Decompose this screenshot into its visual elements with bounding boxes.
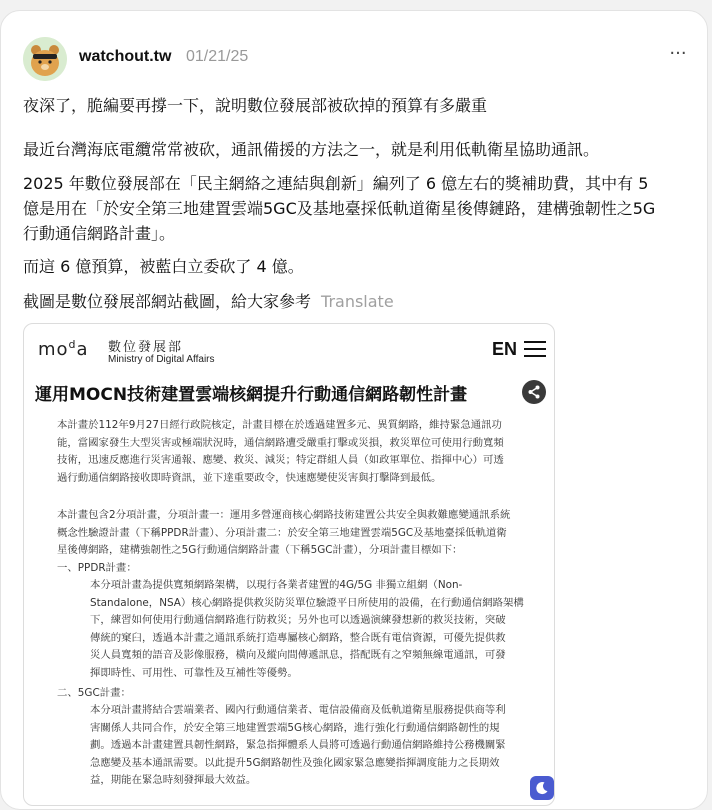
post-paragraph-5-text: 截圖是數位發展部網站截圖，給大家參考 bbox=[23, 292, 312, 311]
share-icon bbox=[522, 380, 546, 404]
doc-line: 概念性驗證計畫（下稱PPDR計畫）、分項計畫二：於安全第三地建置雲端5GC及基地臺採低軌道衛 bbox=[57, 526, 507, 539]
section-2-heading: 二、5GC計畫： bbox=[57, 687, 131, 699]
doc-line: 傳統的窠臼，透過本計畫之通訊系統打造專屬核心網路，整合既有電信資源，可優先提供救 bbox=[90, 631, 506, 644]
post-paragraph-4: 而這 6 億預算，被藍白立委砍了 4 億。 bbox=[23, 257, 304, 276]
org-name-zh: 數位發展部 bbox=[108, 340, 184, 355]
doc-line: 能，當國家發生大型災害或極端狀況時，通信網路遭受嚴重打擊或災損，救災單位可使用行動寬頻 bbox=[57, 436, 504, 449]
hamburger-menu-icon bbox=[524, 340, 546, 358]
translate-link[interactable]: Translate bbox=[321, 292, 394, 311]
doc-line: 急應變及基本通訊需要。以此提升5G網路韌性及強化國家緊急應變指揮調度能力之長期效 bbox=[90, 756, 500, 769]
more-options-button[interactable]: ··· bbox=[669, 43, 687, 64]
doc-line: 本分項計畫為提供寬頻網路架構，以現行各業者建置的4G/5G 非獨立組網（Non- bbox=[90, 579, 463, 591]
section-2-body bbox=[90, 702, 506, 790]
section-1-heading: 一、PPDR計畫： bbox=[57, 562, 137, 574]
post-header bbox=[23, 37, 693, 81]
language-toggle: EN bbox=[492, 339, 518, 359]
avatar[interactable] bbox=[23, 37, 67, 81]
post-paragraph-2: 最近台灣海底電纜常常被砍，通訊備援的方法之一，就是利用低軌衛星協助通訊。 bbox=[23, 140, 600, 159]
doc-line: 下，練習如何使用行動通信網路進行防救災；另外也可以透過演練發想新的救災技術，突破 bbox=[90, 614, 506, 626]
moda-logo-tail: a bbox=[76, 339, 89, 360]
moda-logo-text: mo bbox=[38, 339, 69, 360]
doc-line: 本計畫包含2分項計畫，分項計畫一：運用多營運商核心網路技術建置公共安全與救難應變通訊系統 bbox=[57, 509, 511, 521]
doc-line: Standalone，NSA）核心網路提供救災防災單位驗證平日所使用的設備，在行動通信網路架構 bbox=[90, 596, 524, 609]
doc-line: 本分項計畫將結合雲端業者、國內行動通信業者、電信設備商及低軌道衛星服務提供商等利 bbox=[90, 704, 506, 716]
article-paragraph-1 bbox=[57, 417, 504, 487]
moda-logo-sup: d bbox=[68, 338, 77, 351]
moda-logo bbox=[38, 338, 89, 360]
doc-line: 技術，迅速反應進行災害通報、應變、救災、減災；特定群組人員（如政軍單位、指揮中心）可透 bbox=[57, 454, 504, 466]
attached-screenshot[interactable] bbox=[23, 323, 555, 806]
post-paragraph-5 bbox=[23, 289, 693, 314]
bear-avatar-icon bbox=[23, 37, 67, 81]
doc-line: 益，期能在緊急時刻發揮最大效益。 bbox=[90, 774, 257, 786]
username[interactable]: watchout.tw bbox=[79, 48, 172, 65]
doc-line: 劃。透過本計畫建置具韌性網路，緊急指揮體系人員將可透過行動通信網路維持公務機關緊 bbox=[90, 739, 506, 751]
article-paragraph-2 bbox=[57, 507, 510, 560]
doc-line: 星後傳網路，建構強韌性之5G行動通信網路計畫（下稱5GC計畫），分項計畫目標如下： bbox=[57, 544, 463, 556]
section-1-body bbox=[90, 577, 524, 682]
dark-mode-icon bbox=[530, 776, 554, 800]
post-timestamp: 01/21/25 bbox=[186, 48, 249, 65]
doc-line: 災人員寬頻的語音及影像服務，橫向及縱向間傳遞訊息，搭配既有之窄頻無線電通訊，可發 bbox=[90, 649, 506, 661]
post-paragraph-3: 2025 年數位發展部在「民主網絡之連結與創新」編列了 6 億左右的獎補助費，其中有 5 億是用在「於安全第三地建置雲端5GC及基地臺採低軌道衛星後傳鏈路，建構強韌性之5G 行動通信網路計畫」。 bbox=[23, 174, 656, 243]
doc-line: 本計畫於112年9月27日經行政院核定，計畫目標在於透過建置多元、異質網路，維持緊急通訊功 bbox=[57, 419, 502, 431]
post-paragraph-1: 夜深了，脆編要再撐一下，說明數位發展部被砍掉的預算有多嚴重 bbox=[23, 96, 488, 115]
post-card bbox=[0, 10, 708, 810]
doc-line: 過行動通信網路接收即時資訊，並下達重要政令，快速應變使災害與打擊降到最低。 bbox=[57, 471, 442, 484]
doc-line: 害關係人共同合作，於安全第三地建置雲端5G核心網路，進行強化行動通信網路韌性的規 bbox=[90, 721, 500, 734]
article-title: 運用MOCN技術建置雲端核網提升行動通信網路韌性計畫 bbox=[35, 385, 468, 405]
org-name-en: Ministry of Digital Affairs bbox=[108, 354, 215, 365]
doc-line: 揮即時性、可用性、可靠性及互補性等優勢。 bbox=[90, 666, 298, 679]
